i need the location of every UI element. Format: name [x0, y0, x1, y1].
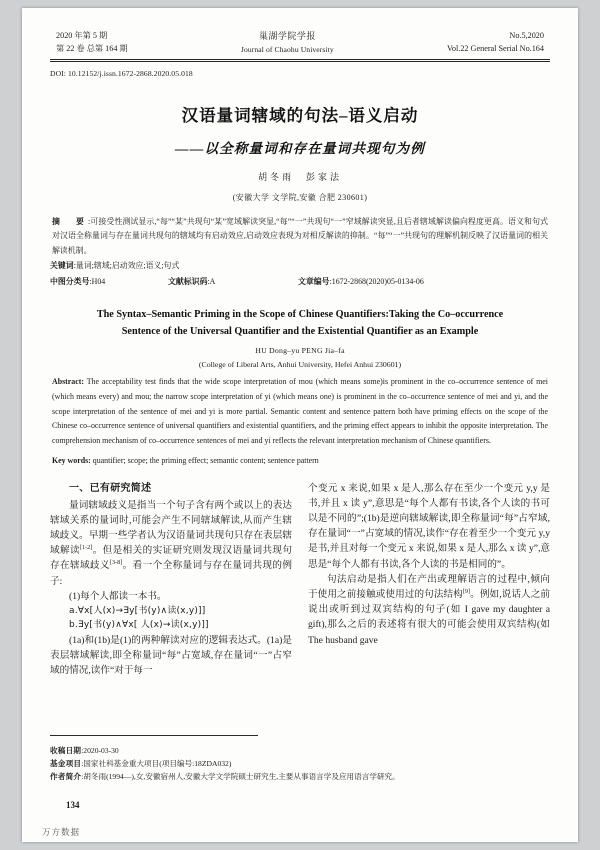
title-en-line1: The Syntax–Semantic Priming in the Scope of Chinese Quantifiers:Taking the Co–occurrence [96, 309, 504, 321]
paragraph-1 [50, 498, 292, 589]
body-column-left [50, 481, 292, 678]
authors-en: HU Dong–yu PENG Jia–fa [255, 346, 345, 356]
paragraph-1-b: 。但是相关的实证研究则发现汉语量词共现句存在辖域歧义 [50, 545, 293, 572]
paragraph-3-b: 。例如,说话人之前说出或听到过双宾结构的句子(如 I gave my daughter a gift),那么之后的表述将有很大的可能会使用双宾结构(如 The husband gave [308, 589, 550, 646]
formula-1b: b.∃y[书(y)∧∀x[ 人(x)→读(x,y)]] [69, 620, 209, 631]
volume-serial-en-line: Vol.22 General Serial No.164 [447, 43, 544, 53]
body-column-right [308, 481, 550, 678]
page-title: 汉语量词辖域的句法–语义启动 [181, 105, 419, 125]
clc-label: 中图分类号 [50, 277, 90, 287]
fund-project-line [50, 757, 555, 770]
example-1: (1)每个人都读一本书。 [69, 590, 167, 602]
abstract-label-cn: 摘 要 [52, 216, 89, 226]
bio-label: 作者简介 [50, 772, 82, 782]
page-subtitle: ——以全称量词和存在量词共现句为例 [175, 140, 425, 156]
keywords-text-cn: :量词;辖域;启动效应;语义;句式 [73, 261, 180, 271]
body-columns [50, 481, 550, 678]
issue-number-line: No.5,2020 [509, 31, 544, 40]
footnotes [50, 744, 555, 783]
document-page [22, 8, 578, 842]
received-date-line [50, 744, 555, 757]
paragraph-2: (1a)和(1b)是(1)的两种解读对应的逻辑表达式。(1a)是表层辖域解读,即全称量词“每”占宽域,存在量词“一”占窄域的情况,读作“对于每一 [50, 634, 292, 676]
keywords-cn [50, 259, 550, 273]
paragraph-3 [308, 572, 550, 648]
affiliation-en: (College of Liberal Arts, Anhui University, Hefei Anhui 230601) [198, 360, 402, 370]
paragraph-3-a: 句法启动是指人们在产出或理解语言的过程中,倾向于使用之前接触或使用过的句法结构 [308, 573, 550, 601]
title-en-line2: Sentence of the Universal Quantifier and the Existential Quantifier as an Example [121, 325, 479, 337]
classification-row [50, 275, 550, 289]
keywords-label-en: Key words: [52, 455, 91, 465]
article-no-value: :1672-2868(2020)05-0134-06 [329, 277, 424, 287]
page-content [50, 30, 550, 678]
section-heading: 一、已有研究简述 [69, 482, 152, 494]
received-label: 收稿日期 [50, 746, 82, 755]
journal-name-cn: 巢湖学院学报 [258, 31, 316, 41]
masthead-center [241, 30, 334, 56]
article-no-field [298, 275, 550, 289]
abstract-label-en: Abstract: [52, 377, 84, 387]
issue-year-line: 2020 年第 5 期 [56, 31, 108, 40]
bio-value: :胡冬雨(1994—),女,安徽宿州人,安徽大学文学院硕士研究生,主要从事语言学及应用语言学研究。 [81, 772, 400, 782]
page-number: 134 [66, 800, 80, 810]
citation-ref-1: [1-2] [79, 544, 93, 552]
journal-masthead [50, 30, 550, 56]
masthead-right [447, 30, 544, 55]
affiliation-cn: (安徽大学 文学院,安徽 合肥 230601) [232, 192, 368, 202]
volume-serial-line: 第 22 卷 总第 164 期 [56, 43, 128, 53]
keywords-text-en: quantifier; scope; the priming effect; semantic content; sentence pattern [90, 455, 319, 465]
fund-label: 基金项目 [50, 759, 82, 769]
article-no-label: 文章编号 [298, 277, 330, 287]
doc-code-field [168, 275, 298, 289]
fund-value: :国家社科基金重大项目(项目编号:18ZDA032) [81, 759, 232, 769]
title-en [50, 307, 550, 340]
paragraph-2-continued: 个变元 x 来说,如果 x 是人,那么存在至少一个变元 y,y 是书,并且 x 读 y”,意思是“每个人都有书读,各个人读的书可以是不同的”;(1b)是逆向辖域解读,即全称量词“每”占窄域,存在量词“一”占宽域的情况,读作“存在着至少一个变元 y,y 是书,并且对每一个变元 x 来说,如果 x 是人,那么 x 读 y”,意思是“每个人都有书读,各个人读的书是相同的”。 [308, 482, 550, 570]
author-bio-line [50, 770, 555, 783]
paragraph-1-a: 量词辖域歧义是指当一个句子含有两个或以上的表达辖域关系的量词时,可能会产生不同辖域解读,从而产生辖域歧义。早期一些学者认为汉语量词共现句只存在表层辖域解读 [50, 499, 292, 557]
clc-field [50, 275, 168, 289]
doi-line: DOI: 10.12152/j.issn.1672-2868.2020.05.018 [50, 68, 193, 78]
formula-1a: a.∀x[人(x)→∃y[书(y)∧读(x,y)]] [69, 606, 206, 617]
paragraph-1-c: 。看一个全称量词与存在量词共现的例子: [50, 560, 293, 587]
masthead-divider [50, 59, 550, 62]
citation-ref-3: [9] [462, 587, 471, 595]
abstract-text-en: The acceptability test finds that the wide scope interpretation of mou (which means some)is prominent in the co–occurrence sentence of mei (which means every) and mou; the narrow scope interpretation of yi (which means one) is prominent in the co–occurrence sentence of mei and yi, and the scope interpretation of the sentence of mei and yi is more partial. Semantic content and sentence pattern both have priming effects on the scope of the Chinese co–occurrence sentence of universal quantifiers and existential quantifiers, and the priming effect appears to inhibit the opposite interpretation. The comprehension mechanism of co–occurrence sentences of mei and yi reflects the relevant interpretation mechanism of Chinese quantifiers. [52, 377, 548, 445]
citation-ref-2: [3-8] [109, 559, 123, 567]
received-value: :2020-03-30 [81, 746, 119, 755]
authors-cn: 胡冬雨 彭家法 [257, 171, 342, 182]
abstract-text-cn: :可接受性测试显示,“每”“某”共现句“某”宽域解读突显,“每”“一”共现句“一”窄域解读突显,且后者辖域解读偏向程度更高。语义和句式对汉语全称量词与存在量词共现句的辖域均有启动效应,启动效应表现为对相反解读的抑制。“每”“一”共现句的理解机制反映了汉语量词的相关解读机制。 [52, 216, 548, 255]
keywords-label-cn: 关键词 [50, 261, 74, 271]
abstract-en [50, 375, 550, 448]
keywords-en [50, 454, 550, 468]
doc-code-label: 文献标识码 [168, 277, 208, 287]
doc-code-value: :A [207, 277, 216, 287]
footnote-divider [50, 735, 258, 736]
abstract-cn [50, 215, 550, 258]
database-watermark: 万方数据 [42, 827, 81, 837]
journal-name-en: Journal of Chaohu University [240, 44, 334, 54]
masthead-left [56, 30, 128, 55]
clc-value: :H04 [89, 277, 106, 287]
